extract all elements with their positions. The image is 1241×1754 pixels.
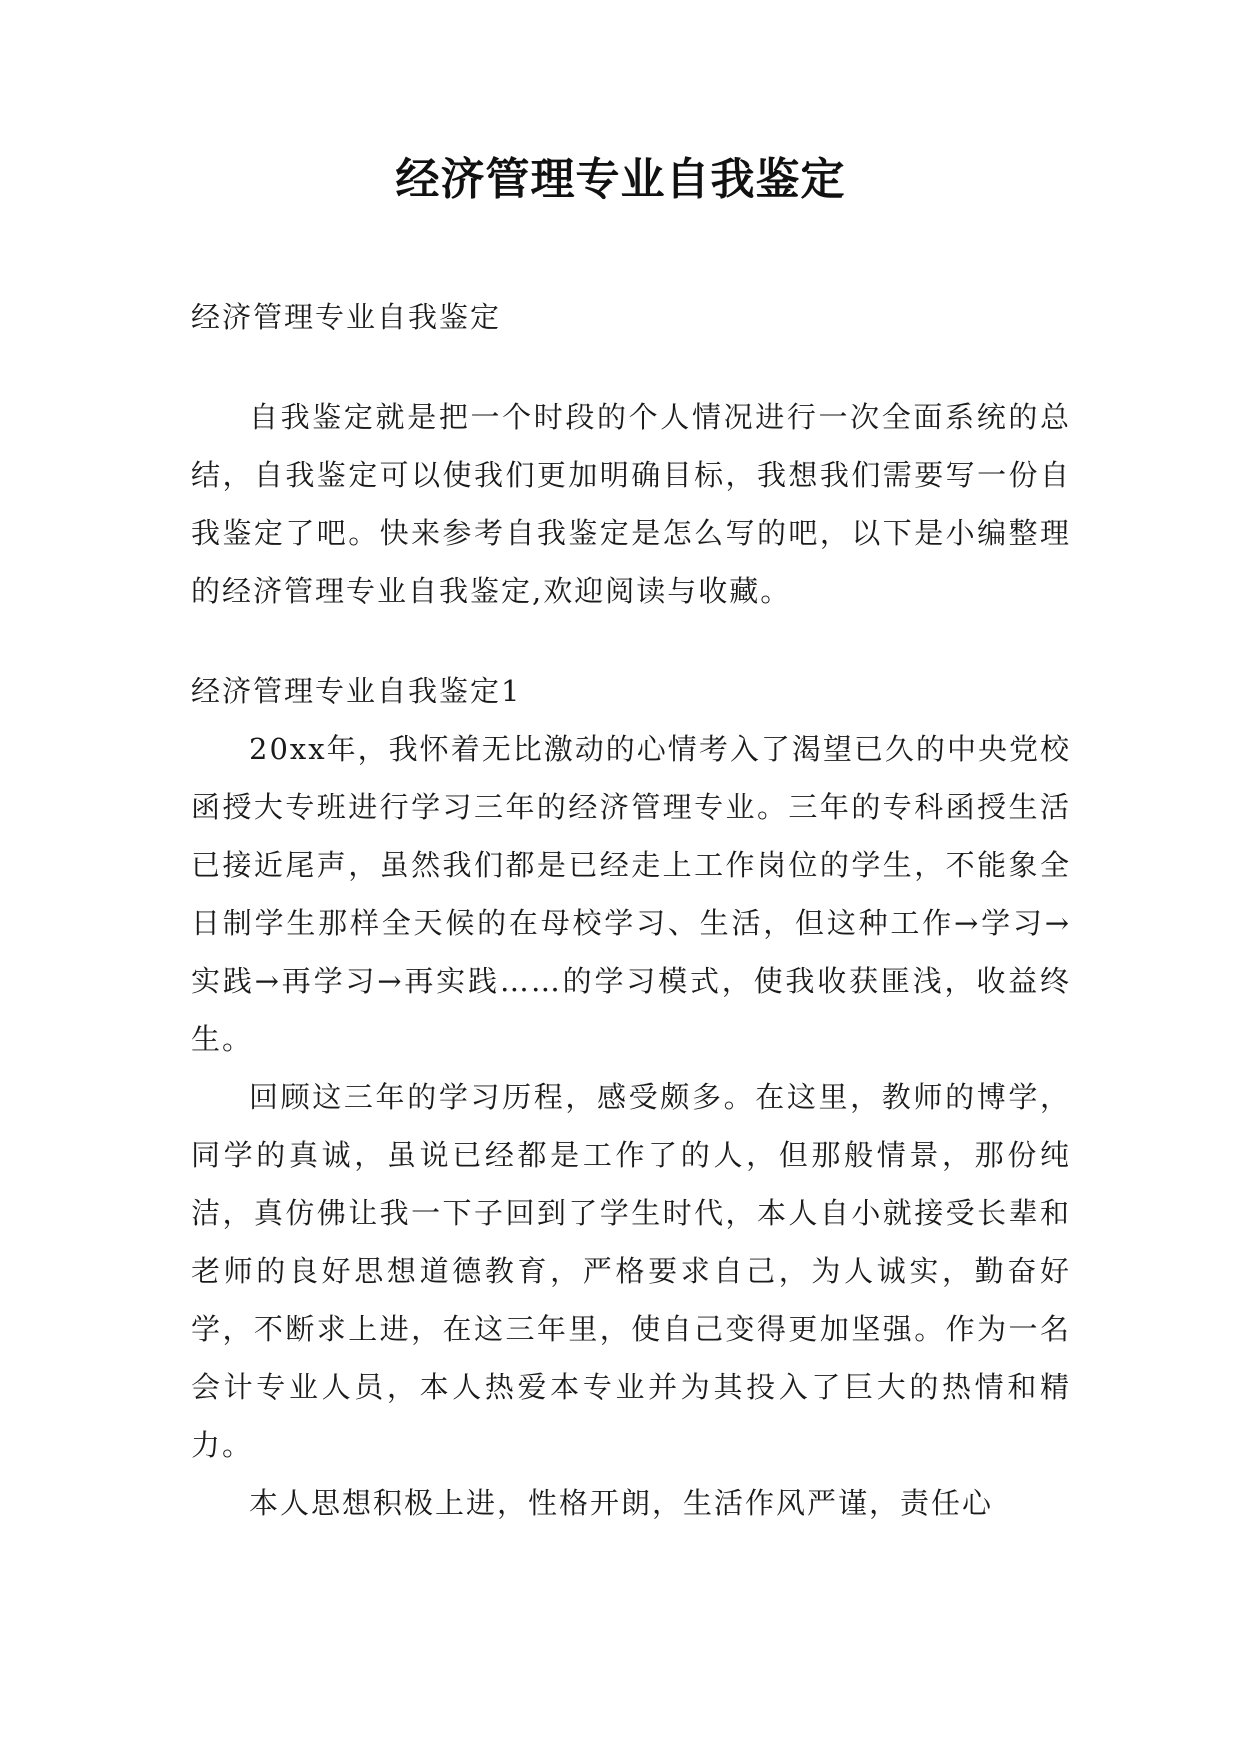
body-paragraph: 回顾这三年的学习历程，感受颇多。在这里，教师的博学，同学的真诚，虽说已经都是工作了的人，但那般情景，那份纯洁，真仿佛让我一下子回到了学生时代，本人自小就接受长辈和老师的良好思想道德教育，严格要求自己，为人诚实，勤奋好学，不断求上进，在这三年里，使自己变得更加坚强。作为一名会计专业人员，本人热爱本专业并为其投入了巨大的热情和精力。 — [191, 1080, 1071, 1462]
section-heading: 经济管理专业自我鉴定1 — [191, 674, 522, 708]
document-title: 经济管理专业自我鉴定 — [395, 154, 846, 205]
body-paragraph: 20xx年，我怀着无比激动的心情考入了渴望已久的中央党校函授大专班进行学习三年的经济管理专业。三年的专科函授生活已接近尾声，虽然我们都是已经走上工作岗位的学生，不能象全日制学生那样全天候的在母校学习、生活，但这种工作→学习→实践→再学习→再实践……的学习模式，使我收获匪浅，收益终生。 — [191, 732, 1071, 1056]
document-subtitle: 经济管理专业自我鉴定 — [191, 300, 502, 334]
intro-paragraph: 自我鉴定就是把一个时段的个人情况进行一次全面系统的总结，自我鉴定可以使我们更加明确目标，我想我们需要写一份自我鉴定了吧。快来参考自我鉴定是怎么写的吧，以下是小编整理的经济管理专业自我鉴定,欢迎阅读与收藏。 — [191, 400, 1071, 608]
document-body — [191, 288, 1071, 1532]
body-paragraph: 本人思想积极上进，性格开朗，生活作风严谨，责任心 — [249, 1486, 994, 1520]
